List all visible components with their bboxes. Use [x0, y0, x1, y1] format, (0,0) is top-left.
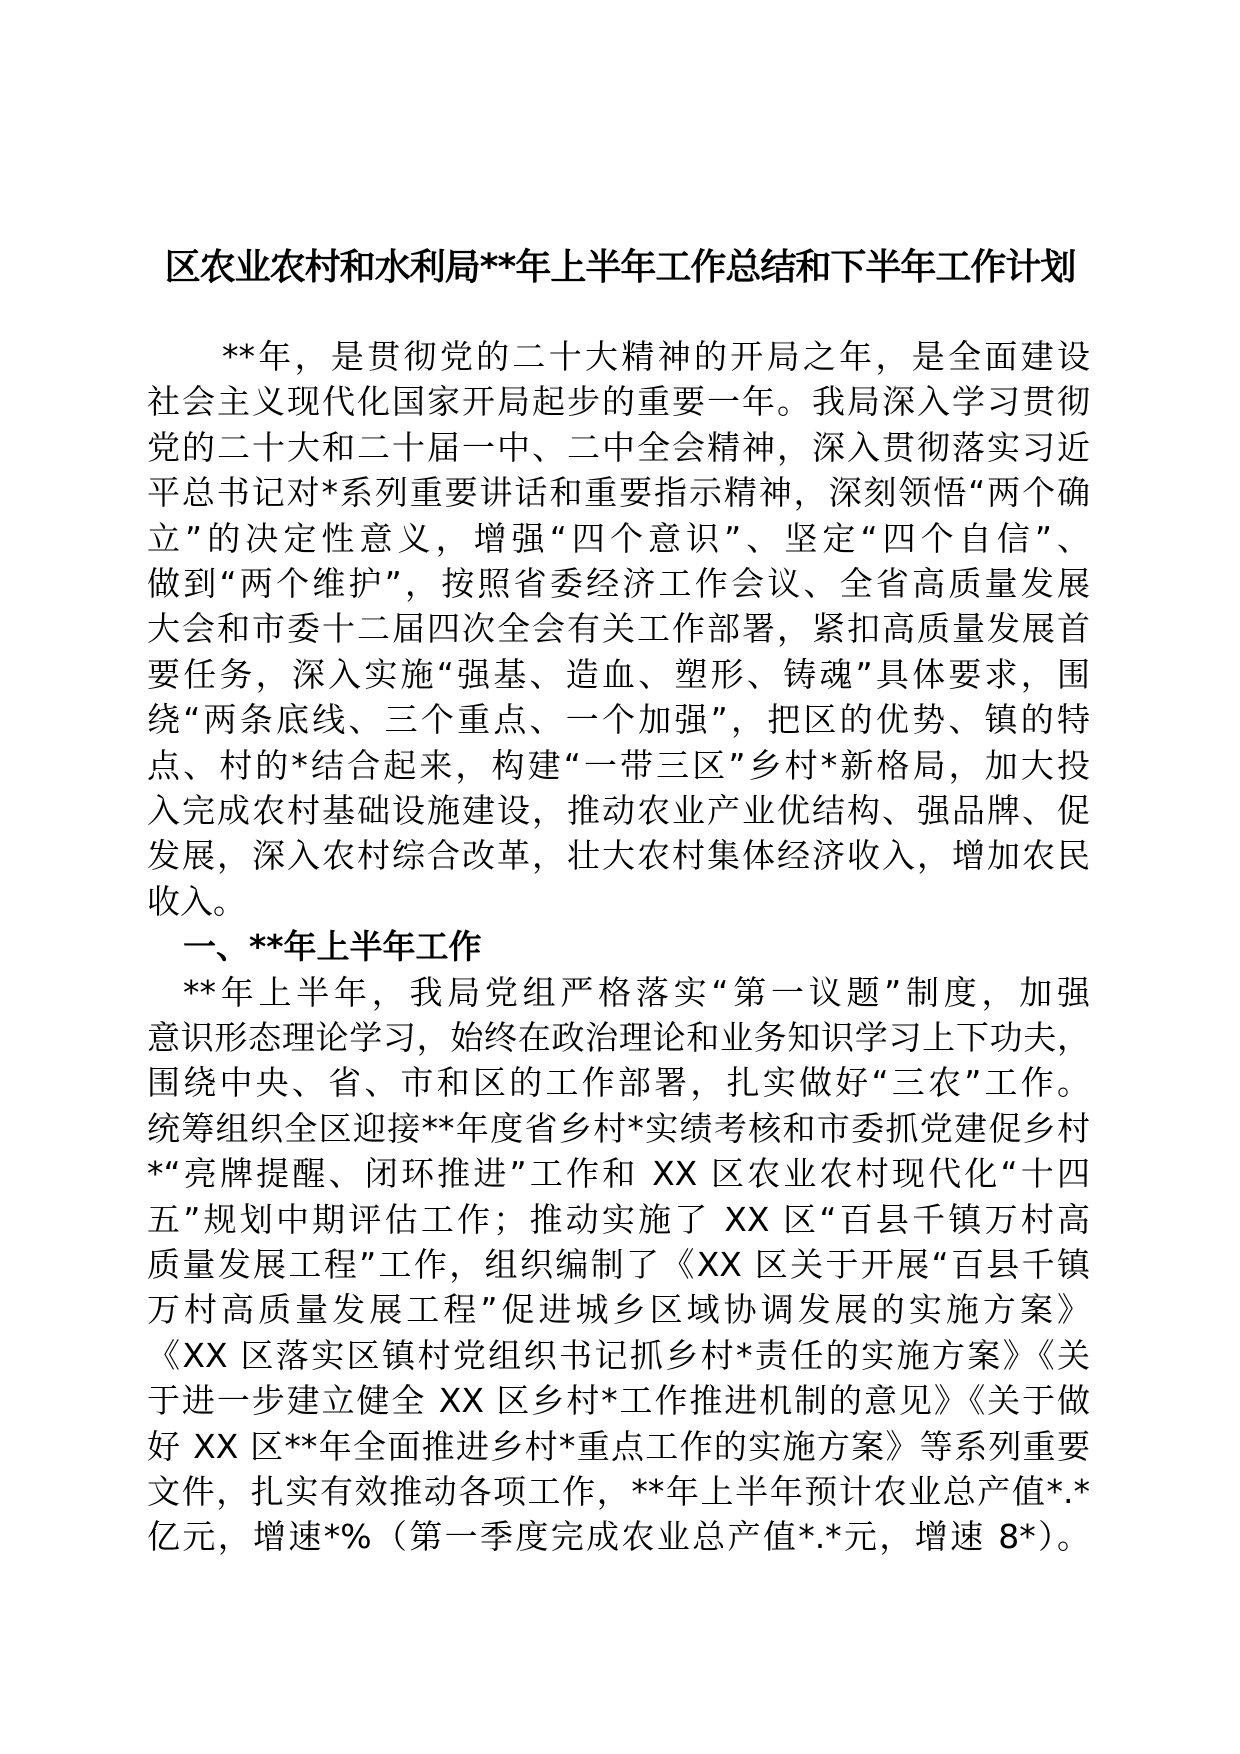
text-line: 大会和市委十二届四次全会有关工作部署，紧扣高质量发展首	[147, 609, 1090, 649]
text-line: 五”规划中期评估工作；推动实施了 XX 区“百县千镇万村高	[147, 1199, 1090, 1239]
text-line: 于进一步建立健全 XX 区乡村*工作推进机制的意见》《关于做	[147, 1381, 1090, 1421]
section-heading: 一、**年上半年工作	[183, 927, 482, 967]
text-line: 意识形态理论学习，始终在政治理论和业务知识学习上下功夫，	[147, 1018, 1090, 1057]
text-line: 收入。	[147, 881, 246, 921]
text-line: 万村高质量发展工程”促进城乡区域协调发展的实施方案》	[147, 1290, 1090, 1330]
text-line: **年，是贯彻党的二十大精神的开局之年，是全面建设	[222, 337, 1090, 376]
text-line: 党的二十大和二十届一中、二中全会精神，深入贯彻落实习近	[147, 427, 1090, 467]
text-line: 绕“两条底线、三个重点、一个加强”，把区的优势、镇的特	[147, 700, 1090, 740]
document-title: 区农业农村和水利局**年上半年工作总结和下半年工作计划	[164, 247, 1076, 288]
text-line: 统筹组织全区迎接**年度省乡村*实绩考核和市委抓党建促乡村	[147, 1108, 1090, 1148]
text-line: 要任务，深入实施“强基、造血、塑形、铸魂”具体要求，围	[147, 654, 1090, 694]
text-line: 围绕中央、省、市和区的工作部署，扎实做好“三农”工作。	[147, 1063, 1090, 1103]
text-line: 发展，深入农村综合改革，壮大农村集体经济收入，增加农民	[147, 836, 1090, 876]
text-line: 做到“两个维护”，按照省委经济工作会议、全省高质量发展	[147, 564, 1090, 603]
text-line: 好 XX 区**年全面推进乡村*重点工作的实施方案》等系列重要	[147, 1426, 1090, 1466]
text-line: *“亮牌提醒、闭环推进”工作和 XX 区农业农村现代化“十四	[147, 1154, 1090, 1194]
text-line: 点、村的*结合起来，构建“一带三区”乡村*新格局，加大投	[147, 745, 1090, 785]
text-line: 平总书记对*系列重要讲话和重要指示精神，深刻领悟“两个确	[147, 473, 1090, 513]
text-line: 立”的决定性意义，增强“四个意识”、坚定“四个自信”、	[147, 518, 1090, 558]
text-line: 质量发展工程”工作，组织编制了《XX 区关于开展“百县千镇	[147, 1245, 1090, 1284]
text-line: 入完成农村基础设施建设，推动农业产业优结构、强品牌、促	[147, 791, 1090, 830]
text-line: 亿元，增速*%（第一季度完成农业总产值*.*元，增速 8*）。	[147, 1517, 1090, 1557]
text-line: 《XX 区落实区镇村党组织书记抓乡村*责任的实施方案》《关	[147, 1335, 1090, 1375]
text-line: 文件，扎实有效推动各项工作，**年上半年预计农业总产值*.*	[147, 1472, 1090, 1511]
text-line: **年上半年，我局党组严格落实“第一议题”制度，加强	[183, 972, 1090, 1012]
text-line: 社会主义现代化国家开局起步的重要一年。我局深入学习贯彻	[147, 382, 1090, 422]
